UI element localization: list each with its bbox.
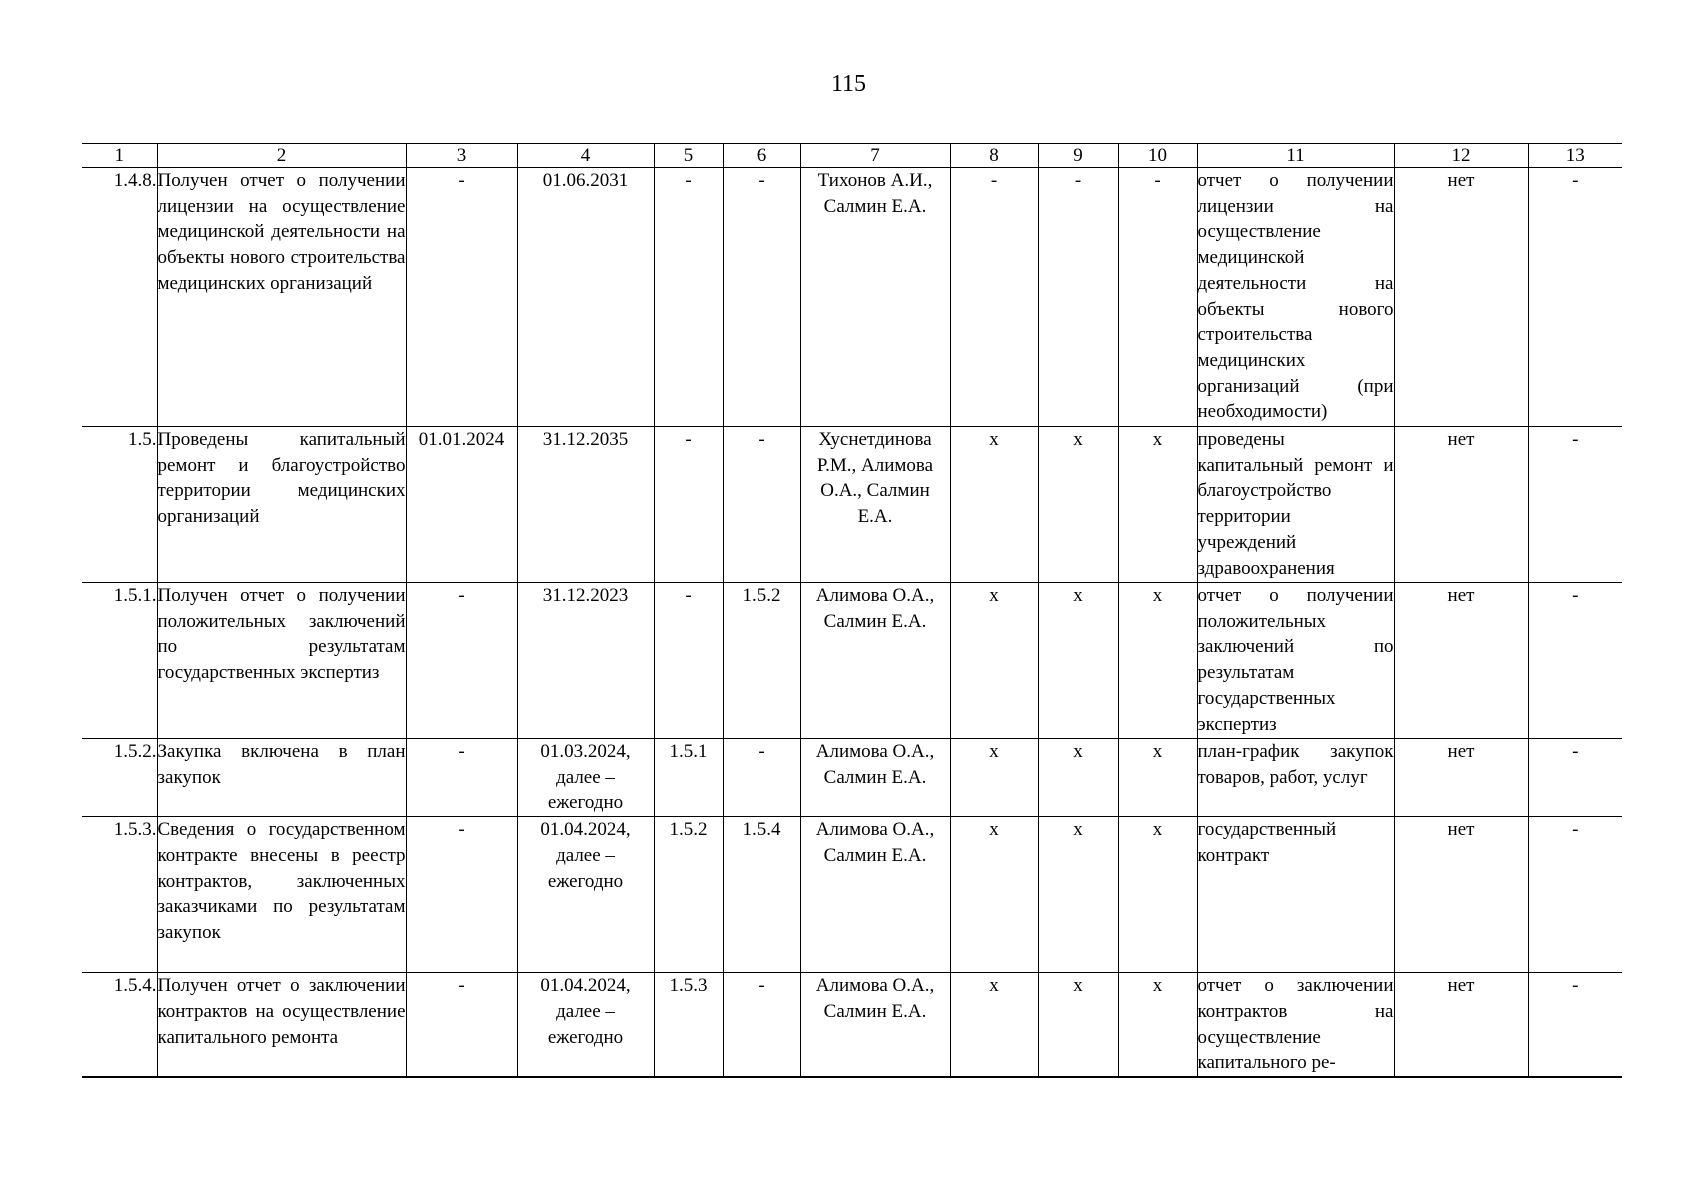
cell-col12: нет: [1394, 817, 1528, 973]
cell-col12: нет: [1394, 168, 1528, 427]
cell-col3: -: [406, 739, 517, 817]
column-header: 6: [723, 144, 800, 168]
table-row: [82, 817, 1622, 973]
cell-col8: х: [950, 973, 1038, 1078]
cell-col4: 01.03.2024, далее – ежегодно: [517, 739, 654, 817]
cell-col6: 1.5.4: [723, 817, 800, 973]
table-row: [82, 427, 1622, 583]
responsible-persons: Алимова О.А., Салмин Е.А.: [800, 739, 950, 817]
column-header: 13: [1528, 144, 1622, 168]
cell-col10: х: [1118, 973, 1197, 1078]
cell-col13: -: [1528, 168, 1622, 427]
item-number: 1.5.3.: [82, 817, 157, 973]
column-header: 4: [517, 144, 654, 168]
cell-col5: -: [654, 583, 723, 739]
cell-col10: х: [1118, 817, 1197, 973]
item-description: Получен отчет о заключении контрактов на осуществление капитального ремонта: [157, 973, 406, 1078]
cell-col9: х: [1038, 739, 1118, 817]
item-description: Получен отчет о получении положительных заключений по результатам государственных экспертиз: [157, 583, 406, 739]
column-header: 10: [1118, 144, 1197, 168]
item-description: Получен отчет о получении лицензии на осуществление медицинской деятельности на объекты нового строительства медицинских организаций: [157, 168, 406, 427]
cell-col3: -: [406, 583, 517, 739]
cell-col4: 01.06.2031: [517, 168, 654, 427]
cell-col6: -: [723, 427, 800, 583]
cell-col6: 1.5.2: [723, 583, 800, 739]
item-number: 1.4.8.: [82, 168, 157, 427]
cell-col9: -: [1038, 168, 1118, 427]
table-row: [82, 168, 1622, 427]
cell-col10: х: [1118, 583, 1197, 739]
cell-col8: х: [950, 583, 1038, 739]
item-number: 1.5.2.: [82, 739, 157, 817]
result-document: отчет о получении лицензии на осуществление медицинской деятельности на объекты нового строительства медицинских организаций (при необходимости): [1197, 168, 1394, 427]
header-row: [82, 144, 1622, 168]
column-header: 9: [1038, 144, 1118, 168]
plan-table: [82, 143, 1622, 1078]
cell-col6: -: [723, 973, 800, 1078]
table-row: [82, 973, 1622, 1078]
cell-col3: -: [406, 817, 517, 973]
column-header: 7: [800, 144, 950, 168]
cell-col12: нет: [1394, 583, 1528, 739]
cell-col8: х: [950, 817, 1038, 973]
result-document: государственный контракт: [1197, 817, 1394, 973]
item-number: 1.5.: [82, 427, 157, 583]
cell-col5: 1.5.1: [654, 739, 723, 817]
cell-col9: х: [1038, 817, 1118, 973]
column-header: 5: [654, 144, 723, 168]
responsible-persons: Алимова О.А., Салмин Е.А.: [800, 973, 950, 1078]
item-description: Сведения о государственном контракте внесены в реестр контрактов, заключенных заказчиками по результатам закупок: [157, 817, 406, 973]
cell-col10: х: [1118, 739, 1197, 817]
item-description: Проведены капитальный ремонт и благоустройство территории медицинских организаций: [157, 427, 406, 583]
cell-col5: 1.5.3: [654, 973, 723, 1078]
page-number: 115: [830, 71, 867, 97]
column-header: 8: [950, 144, 1038, 168]
cell-col9: х: [1038, 583, 1118, 739]
result-document: отчет о заключении контрактов на осуществление капитального ре-: [1197, 973, 1394, 1078]
cell-col5: 1.5.2: [654, 817, 723, 973]
cell-col12: нет: [1394, 973, 1528, 1078]
cell-col6: -: [723, 168, 800, 427]
item-description: Закупка включена в план закупок: [157, 739, 406, 817]
cell-col13: -: [1528, 583, 1622, 739]
cell-col3: -: [406, 168, 517, 427]
responsible-persons: Хуснетдинова Р.М., Алимова О.А., Салмин Е.А.: [800, 427, 950, 583]
cell-col4: 01.04.2024, далее – ежегодно: [517, 973, 654, 1078]
result-document: план-график закупок товаров, работ, услуг: [1197, 739, 1394, 817]
table-row: [82, 739, 1622, 817]
responsible-persons: Алимова О.А., Салмин Е.А.: [800, 583, 950, 739]
cell-col8: х: [950, 739, 1038, 817]
result-document: проведены капитальный ремонт и благоустройство территории учреждений здравоохранения: [1197, 427, 1394, 583]
cell-col12: нет: [1394, 427, 1528, 583]
cell-col8: -: [950, 168, 1038, 427]
cell-col5: -: [654, 168, 723, 427]
cell-col12: нет: [1394, 739, 1528, 817]
cell-col13: -: [1528, 817, 1622, 973]
cell-col8: х: [950, 427, 1038, 583]
cell-col3: 01.01.2024: [406, 427, 517, 583]
item-number: 1.5.4.: [82, 973, 157, 1078]
cell-col4: 01.04.2024, далее – ежегодно: [517, 817, 654, 973]
column-header: 3: [406, 144, 517, 168]
cell-col13: -: [1528, 739, 1622, 817]
cell-col9: х: [1038, 973, 1118, 1078]
cell-col4: 31.12.2035: [517, 427, 654, 583]
cell-col13: -: [1528, 973, 1622, 1078]
cell-col6: -: [723, 739, 800, 817]
responsible-persons: Тихонов А.И., Салмин Е.А.: [800, 168, 950, 427]
column-header: 1: [82, 144, 157, 168]
cell-col3: -: [406, 973, 517, 1078]
result-document: отчет о получении положительных заключений по результатам государственных экспертиз: [1197, 583, 1394, 739]
cell-col13: -: [1528, 427, 1622, 583]
responsible-persons: Алимова О.А., Салмин Е.А.: [800, 817, 950, 973]
column-header: 11: [1197, 144, 1394, 168]
cell-col10: х: [1118, 427, 1197, 583]
column-header: 12: [1394, 144, 1528, 168]
cell-col5: -: [654, 427, 723, 583]
column-header: 2: [157, 144, 406, 168]
item-number: 1.5.1.: [82, 583, 157, 739]
cell-col4: 31.12.2023: [517, 583, 654, 739]
table-row: [82, 583, 1622, 739]
cell-col9: х: [1038, 427, 1118, 583]
cell-col10: -: [1118, 168, 1197, 427]
